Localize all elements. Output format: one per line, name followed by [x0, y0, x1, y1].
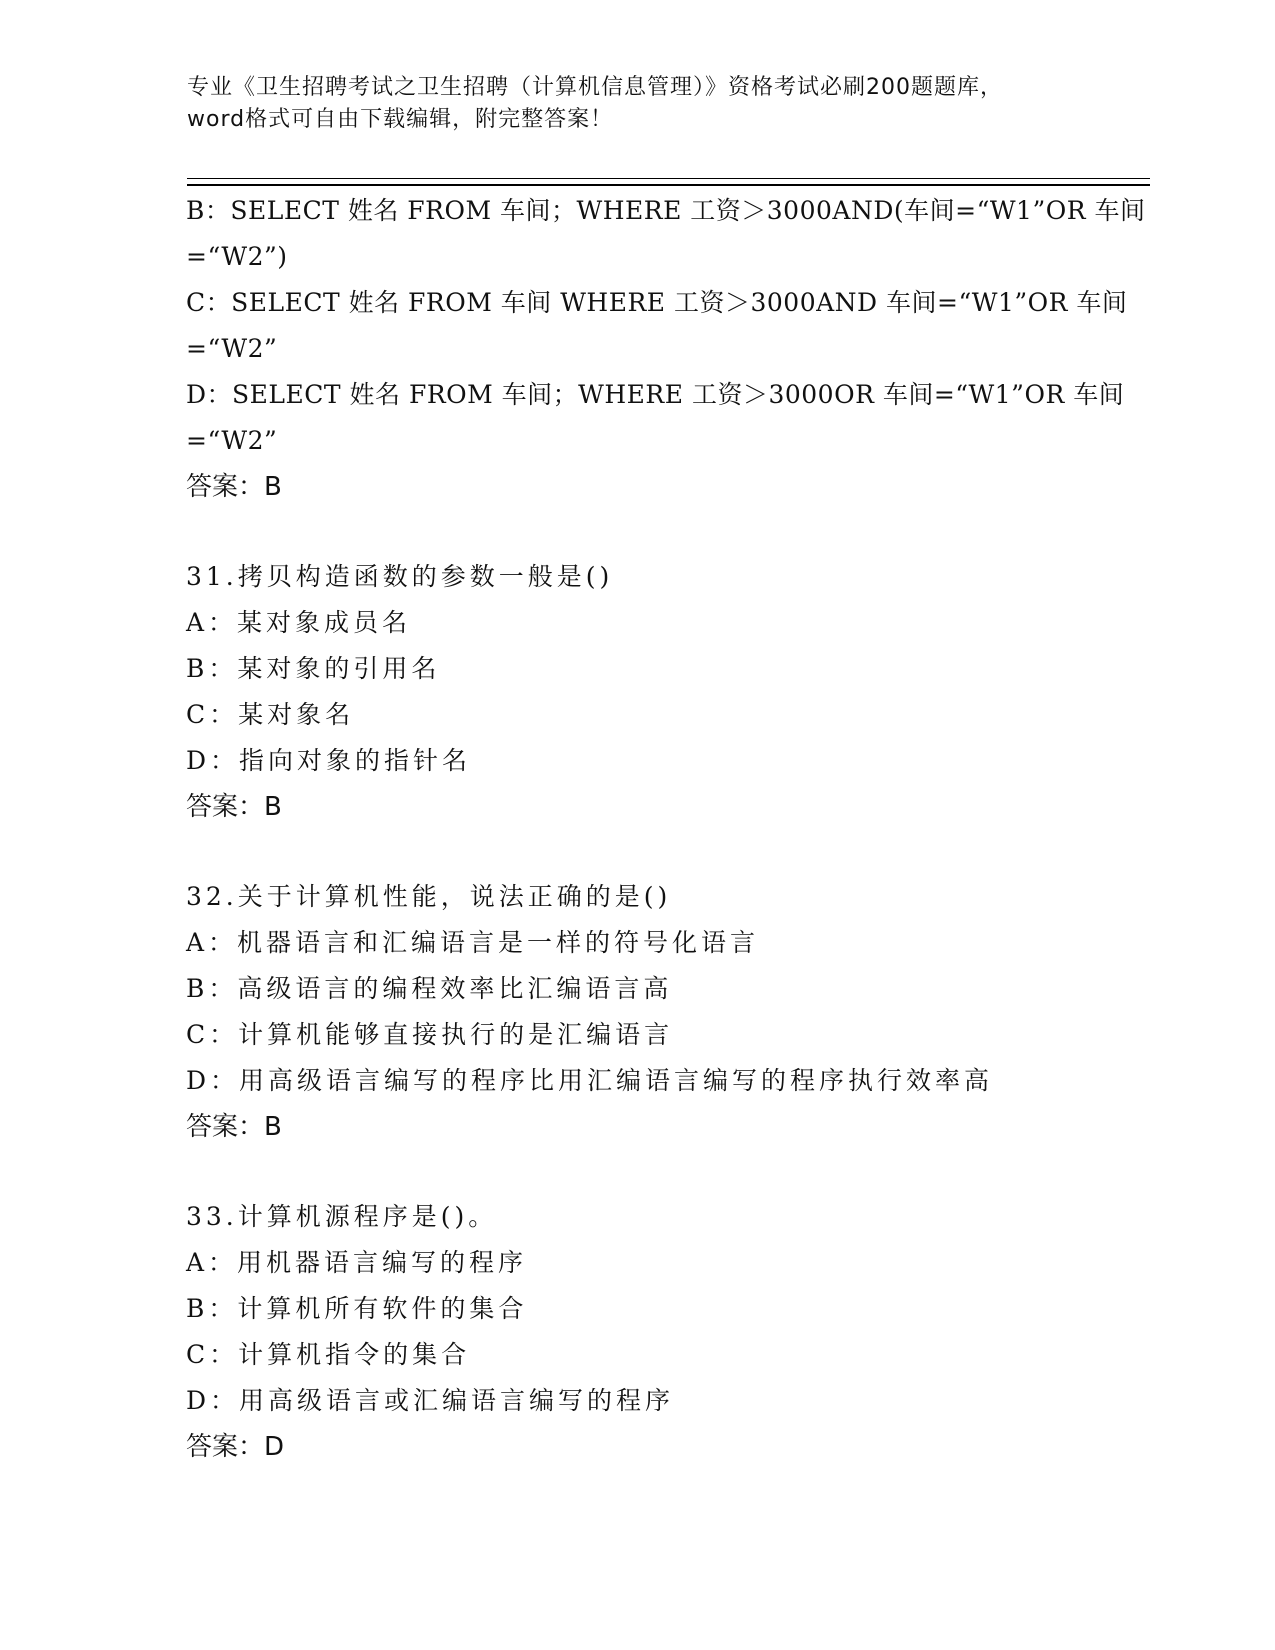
- answer: 答案：B: [186, 792, 282, 822]
- spacer: [186, 830, 1086, 874]
- option-c: C：某对象名: [186, 700, 355, 729]
- option-d-line-1: D：SELECT 姓名 FROM 车间；WHERE 工资＞3000OR 车间=“W1”OR 车间: [186, 380, 1125, 409]
- answer: 答案：D: [186, 1432, 285, 1462]
- question-31-block: [186, 554, 1086, 830]
- question-text: 32.关于计算机性能，说法正确的是(): [186, 882, 672, 911]
- document-header: [187, 72, 1087, 136]
- spacer: [186, 1150, 1086, 1194]
- option-a: A：某对象成员名: [186, 608, 412, 637]
- option-b-line-2: =“W2”): [186, 242, 288, 271]
- option-c-line-1: C：SELECT 姓名 FROM 车间 WHERE 工资＞3000AND 车间=“W1”OR 车间: [186, 288, 1128, 317]
- option-d: D：用高级语言编写的程序比用汇编语言编写的程序执行效率高: [186, 1066, 994, 1095]
- option-a: A：用机器语言编写的程序: [186, 1248, 528, 1277]
- option-d: D：用高级语言或汇编语言编写的程序: [186, 1386, 675, 1415]
- option-b: B：某对象的引用名: [186, 654, 441, 683]
- question-text: 31.拷贝构造函数的参数一般是(): [186, 562, 614, 591]
- option-c-line-2: =“W2”: [186, 334, 278, 363]
- option-b-line-1: B：SELECT 姓名 FROM 车间；WHERE 工资＞3000AND(车间=“W1”OR 车间: [186, 196, 1146, 225]
- question-33-block: [186, 1194, 1086, 1470]
- option-c: C：计算机指令的集合: [186, 1340, 471, 1369]
- option-c: C：计算机能够直接执行的是汇编语言: [186, 1020, 674, 1049]
- header-divider: [187, 178, 1150, 186]
- question-text: 33.计算机源程序是()。: [186, 1202, 498, 1231]
- option-d-line-2: =“W2”: [186, 426, 278, 455]
- option-b: B：计算机所有软件的集合: [186, 1294, 528, 1323]
- option-a: A：机器语言和汇编语言是一样的符号化语言: [186, 928, 760, 957]
- answer: 答案：B: [186, 472, 282, 502]
- header-line-2: word格式可自由下载编辑，附完整答案！: [187, 107, 614, 132]
- question-30-block: [186, 188, 1146, 510]
- option-b: B：高级语言的编程效率比汇编语言高: [186, 974, 673, 1003]
- answer: 答案：B: [186, 1112, 282, 1142]
- spacer: [186, 510, 1086, 554]
- option-d: D：指向对象的指针名: [186, 746, 472, 775]
- question-32-block: [186, 874, 1086, 1150]
- header-line-1: 专业《卫生招聘考试之卫生招聘（计算机信息管理）》资格考试必刷200题题库，: [187, 75, 1003, 100]
- question-list: [186, 188, 1146, 1470]
